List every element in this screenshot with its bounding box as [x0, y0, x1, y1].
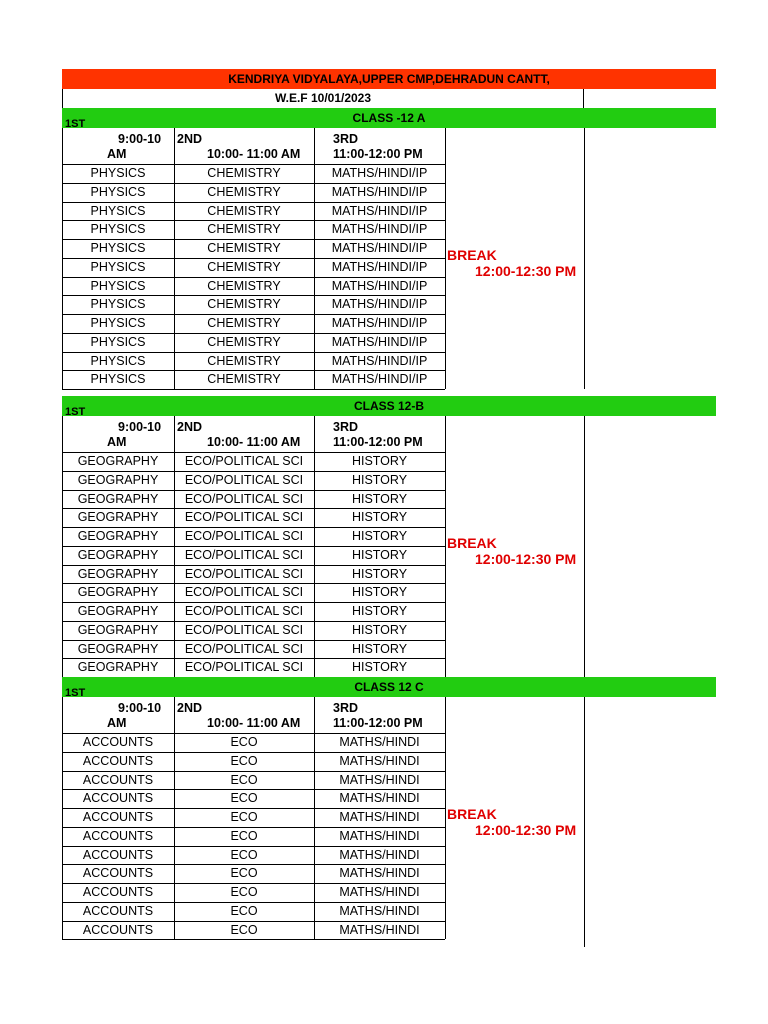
timetable-cell: ACCOUNTS — [82, 791, 154, 806]
timetable-cell: CHEMISTRY — [207, 316, 281, 330]
timetable-cell: HISTORY — [351, 622, 408, 637]
row-divider — [62, 565, 445, 566]
timetable-cell: CHEMISTRY — [207, 334, 281, 349]
timetable-cell: GEOGRAPHY — [77, 604, 159, 618]
timetable-cell: ACCOUNTS — [82, 922, 154, 937]
timetable-cell: PHYSICS — [90, 278, 146, 293]
timetable-cell: ECO/POLITICAL SCI — [184, 622, 304, 637]
timetable-cell: ACCOUNTS — [82, 903, 154, 918]
timetable-cell: MATHS/HINDI/IP — [331, 316, 428, 330]
class-header-bar: CLASS -12 A — [62, 108, 716, 128]
timetable-cell: ECO/POLITICAL SCI — [184, 660, 304, 675]
column-divider — [174, 416, 175, 677]
timetable-cell: MATHS/HINDI/IP — [331, 222, 428, 237]
period-1-am: AM — [107, 147, 127, 161]
column-divider — [584, 416, 585, 677]
timetable-cell: PHYSICS — [90, 241, 146, 255]
row-divider — [62, 883, 445, 884]
break-label: BREAK — [447, 806, 497, 823]
row-divider — [62, 808, 445, 809]
column-divider — [314, 697, 315, 939]
timetable-cell: MATHS/HINDI/IP — [331, 278, 428, 293]
timetable-cell: ECO/POLITICAL SCI — [184, 641, 304, 656]
timetable-cell: PHYSICS — [90, 334, 146, 349]
timetable-cell: MATHS/HINDI — [339, 903, 420, 918]
timetable-cell: ECO — [230, 753, 258, 768]
row-divider — [62, 471, 445, 472]
timetable-cell: ECO/POLITICAL SCI — [184, 604, 304, 618]
timetable-cell: ECO/POLITICAL SCI — [184, 510, 304, 525]
timetable-cell: ECO/POLITICAL SCI — [184, 454, 304, 468]
timetable-cell: GEOGRAPHY — [77, 660, 159, 675]
period-2-label: 2ND — [177, 701, 203, 715]
row-divider — [62, 546, 445, 547]
timetable-cell: MATHS/HINDI — [339, 922, 420, 937]
timetable-cell: MATHS/HINDI/IP — [331, 203, 428, 218]
timetable-cell: ECO — [230, 828, 258, 843]
timetable-cell: ACCOUNTS — [82, 735, 154, 749]
timetable-cell: CHEMISTRY — [207, 372, 281, 387]
period-2-time: 10:00- 11:00 AM — [207, 147, 301, 161]
timetable-cell: MATHS/HINDI — [339, 753, 420, 768]
timetable-cell: HISTORY — [351, 585, 408, 600]
timetable-cell: MATHS/HINDI — [339, 847, 420, 862]
timetable-cell: CHEMISTRY — [207, 297, 281, 312]
timetable-cell: ACCOUNTS — [82, 753, 154, 768]
timetable-cell: CHEMISTRY — [207, 203, 281, 218]
row-divider — [62, 602, 445, 603]
column-divider — [445, 416, 446, 677]
row-divider — [62, 277, 445, 278]
timetable-cell: CHEMISTRY — [207, 241, 281, 255]
timetable-cell: ECO/POLITICAL SCI — [184, 491, 304, 506]
period-1-time: 9:00-10 — [118, 701, 162, 715]
timetable-cell: HISTORY — [351, 454, 408, 468]
timetable-cell: GEOGRAPHY — [77, 472, 159, 487]
row-divider — [62, 295, 445, 296]
timetable-cell: MATHS/HINDI/IP — [331, 372, 428, 387]
period-1-label: 1ST — [65, 119, 86, 128]
timetable-cell: HISTORY — [351, 660, 408, 675]
timetable-cell: HISTORY — [351, 491, 408, 506]
row-divider — [62, 789, 445, 790]
timetable-cell: GEOGRAPHY — [77, 547, 159, 562]
timetable-cell: GEOGRAPHY — [77, 585, 159, 600]
timetable-cell: CHEMISTRY — [207, 278, 281, 293]
timetable-cell: HISTORY — [351, 510, 408, 525]
period-1-am: AM — [107, 435, 127, 449]
row-divider — [62, 939, 445, 940]
class-header-bar: CLASS 12 C — [62, 677, 716, 697]
timetable-cell: MATHS/HINDI — [339, 735, 420, 749]
column-divider — [62, 697, 63, 939]
break-label: BREAK — [447, 534, 497, 551]
timetable-cell: MATHS/HINDI/IP — [331, 184, 428, 199]
row-divider — [62, 490, 445, 491]
class-header-bar: CLASS 12-B — [62, 396, 716, 416]
timetable-cell: ECO/POLITICAL SCI — [184, 585, 304, 600]
timetable-cell: MATHS/HINDI — [339, 810, 420, 824]
row-divider — [62, 314, 445, 315]
timetable-cell: CHEMISTRY — [207, 222, 281, 237]
row-divider — [62, 527, 445, 528]
row-divider — [62, 902, 445, 903]
break-time: 12:00-12:30 PM — [475, 262, 577, 279]
timetable-cell: MATHS/HINDI — [339, 791, 420, 806]
column-divider — [584, 128, 585, 389]
timetable-cell: HISTORY — [351, 529, 408, 543]
row-divider — [62, 202, 445, 203]
timetable-cell: GEOGRAPHY — [77, 529, 159, 543]
row-divider — [62, 452, 445, 453]
period-1-time: 9:00-10 — [118, 132, 162, 146]
column-divider — [314, 416, 315, 677]
row-divider — [62, 752, 445, 753]
timetable-cell: PHYSICS — [90, 316, 146, 330]
break-label: BREAK — [447, 246, 497, 263]
timetable-cell: HISTORY — [351, 547, 408, 562]
break-time: 12:00-12:30 PM — [475, 550, 577, 567]
timetable-cell: PHYSICS — [90, 372, 146, 387]
timetable-cell: MATHS/HINDI — [339, 772, 420, 787]
column-divider — [174, 697, 175, 939]
column-divider — [445, 697, 446, 939]
row-divider — [62, 370, 445, 371]
timetable-cell: ECO — [230, 735, 258, 749]
wef-date: W.E.F 10/01/2023 — [62, 89, 584, 108]
timetable-cell: ACCOUNTS — [82, 828, 154, 843]
timetable-cell: GEOGRAPHY — [77, 566, 159, 581]
timetable-cell: MATHS/HINDI — [339, 828, 420, 843]
timetable-cell: PHYSICS — [90, 203, 146, 218]
timetable-cell: HISTORY — [351, 566, 408, 581]
timetable-cell: MATHS/HINDI/IP — [331, 353, 428, 368]
timetable-cell: ECO — [230, 810, 258, 824]
column-divider — [62, 128, 63, 389]
timetable-cell: CHEMISTRY — [207, 166, 281, 180]
period-1-time: 9:00-10 — [118, 420, 162, 434]
timetable-cell: ECO — [230, 791, 258, 806]
timetable-cell: PHYSICS — [90, 259, 146, 274]
timetable-cell: ACCOUNTS — [82, 885, 154, 899]
row-divider — [62, 220, 445, 221]
column-divider — [445, 128, 446, 389]
timetable-cell: MATHS/HINDI/IP — [331, 259, 428, 274]
timetable-cell: PHYSICS — [90, 184, 146, 199]
timetable-cell: ECO — [230, 847, 258, 862]
timetable-cell: GEOGRAPHY — [77, 454, 159, 468]
timetable-cell: ACCOUNTS — [82, 847, 154, 862]
timetable-cell: PHYSICS — [90, 297, 146, 312]
timetable-cell: ECO — [230, 922, 258, 937]
timetable-cell: ACCOUNTS — [82, 772, 154, 787]
timetable-cell: ECO — [230, 772, 258, 787]
timetable-cell: GEOGRAPHY — [77, 641, 159, 656]
timetable-cell: HISTORY — [351, 472, 408, 487]
row-divider — [62, 733, 445, 734]
period-2-label: 2ND — [177, 132, 203, 146]
period-1-am: AM — [107, 716, 127, 730]
period-1-label: 1ST — [65, 688, 86, 697]
period-3-label: 3RD — [333, 701, 359, 715]
timetable-cell: GEOGRAPHY — [77, 510, 159, 525]
row-divider — [62, 921, 445, 922]
row-divider — [62, 164, 445, 165]
timetable-cell: ACCOUNTS — [82, 810, 154, 824]
row-divider — [62, 864, 445, 865]
timetable-cell: MATHS/HINDI/IP — [331, 297, 428, 312]
timetable-cell: ECO — [230, 866, 258, 881]
column-divider — [174, 128, 175, 389]
row-divider — [62, 771, 445, 772]
timetable-cell: HISTORY — [351, 604, 408, 618]
period-3-label: 3RD — [333, 132, 359, 146]
timetable-cell: MATHS/HINDI — [339, 885, 420, 899]
period-2-time: 10:00- 11:00 AM — [207, 716, 301, 730]
timetable-cell: PHYSICS — [90, 222, 146, 237]
row-divider — [62, 658, 445, 659]
timetable-cell: MATHS/HINDI/IP — [331, 241, 428, 255]
period-3-label: 3RD — [333, 420, 359, 434]
timetable-cell: ECO/POLITICAL SCI — [184, 472, 304, 487]
timetable-cell: HISTORY — [351, 641, 408, 656]
row-divider — [62, 183, 445, 184]
row-divider — [62, 640, 445, 641]
row-divider — [62, 333, 445, 334]
period-3-time: 11:00-12:00 PM — [333, 147, 423, 161]
period-3-time: 11:00-12:00 PM — [333, 716, 423, 730]
row-divider — [62, 583, 445, 584]
timetable-cell: GEOGRAPHY — [77, 491, 159, 506]
period-3-time: 11:00-12:00 PM — [333, 435, 423, 449]
period-1-label: 1ST — [65, 407, 86, 416]
column-divider — [62, 416, 63, 677]
timetable-cell: ECO — [230, 885, 258, 899]
timetable-cell: ECO/POLITICAL SCI — [184, 566, 304, 581]
timetable-cell: CHEMISTRY — [207, 353, 281, 368]
timetable-cell: MATHS/HINDI/IP — [331, 334, 428, 349]
row-divider — [62, 239, 445, 240]
row-divider — [62, 258, 445, 259]
break-time: 12:00-12:30 PM — [475, 822, 577, 839]
period-2-label: 2ND — [177, 420, 203, 434]
timetable-cell: ECO/POLITICAL SCI — [184, 529, 304, 543]
timetable-cell: MATHS/HINDI/IP — [331, 166, 428, 180]
period-2-time: 10:00- 11:00 AM — [207, 435, 301, 449]
timetable-cell: PHYSICS — [90, 166, 146, 180]
timetable-cell: ACCOUNTS — [82, 866, 154, 881]
row-divider — [62, 508, 445, 509]
row-divider — [62, 621, 445, 622]
timetable-cell: CHEMISTRY — [207, 184, 281, 199]
timetable-cell: PHYSICS — [90, 353, 146, 368]
row-divider — [62, 846, 445, 847]
school-title: KENDRIYA VIDYALAYA,UPPER CMP,DEHRADUN CANTT, — [62, 69, 716, 89]
row-divider — [62, 352, 445, 353]
timetable-cell: CHEMISTRY — [207, 259, 281, 274]
timetable-cell: GEOGRAPHY — [77, 622, 159, 637]
timetable-cell: MATHS/HINDI — [339, 866, 420, 881]
row-divider — [62, 827, 445, 828]
row-divider — [62, 389, 445, 390]
timetable-cell: ECO/POLITICAL SCI — [184, 547, 304, 562]
timetable-cell: ECO — [230, 903, 258, 918]
column-divider — [314, 128, 315, 389]
